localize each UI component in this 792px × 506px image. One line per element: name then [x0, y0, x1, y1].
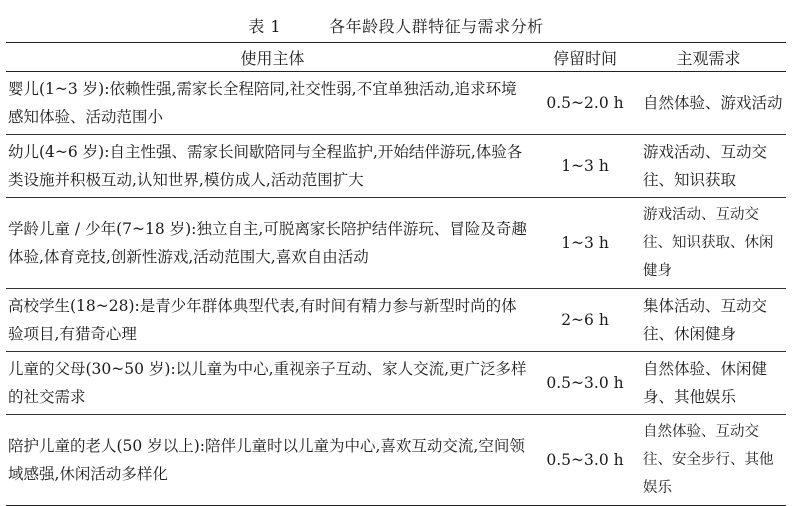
table-caption	[0, 14, 792, 37]
cell-need: 自然体验、游戏活动	[631, 72, 786, 135]
cell-subject: 幼儿(4~6 岁):自主性强、需家长间歇陪同与全程监护,开始结伴游玩,体验各类设施并积极互动,认知世界,模仿成人,活动范围扩大	[6, 135, 539, 198]
table-row	[6, 415, 786, 506]
cell-subject: 儿童的父母(30~50 岁):以儿童为中心,重视亲子互动、家人交流,更广泛多样的社交需求	[6, 352, 539, 415]
table-row	[6, 198, 786, 289]
cell-stay-time: 0.5~3.0 h	[539, 415, 631, 506]
table-number: 表 1	[248, 17, 282, 36]
cell-subject: 婴儿(1~3 岁):依赖性强,需家长全程陪同,社交性弱,不宜单独活动,追求环境感知体验、活动范围小	[6, 72, 539, 135]
header-subject: 使用主体	[6, 43, 539, 72]
table-row	[6, 72, 786, 135]
cell-stay-time: 1~3 h	[539, 135, 631, 198]
cell-subject: 陪护儿童的老人(50 岁以上):陪伴儿童时以儿童为中心,喜欢互动交流,空间领域感强,休闲活动多样化	[6, 415, 539, 506]
cell-stay-time: 1~3 h	[539, 198, 631, 289]
cell-need: 游戏活动、互动交往、知识获取、休闲健身	[631, 198, 786, 289]
table-row	[6, 289, 786, 352]
table-title: 各年龄段人群特征与需求分析	[329, 17, 544, 36]
header-need: 主观需求	[631, 43, 786, 72]
cell-need: 游戏活动、互动交往、知识获取	[631, 135, 786, 198]
characteristics-table	[6, 42, 786, 506]
table-header-row	[6, 43, 786, 72]
header-stay-time: 停留时间	[539, 43, 631, 72]
cell-need: 集体活动、互动交往、休闲健身	[631, 289, 786, 352]
cell-stay-time: 0.5~2.0 h	[539, 72, 631, 135]
cell-need: 自然体验、休闲健身、其他娱乐	[631, 352, 786, 415]
cell-need: 自然体验、互动交往、安全步行、其他娱乐	[631, 415, 786, 506]
cell-subject: 高校学生(18~28):是青少年群体典型代表,有时间有精力参与新型时尚的体验项目,有猎奇心理	[6, 289, 539, 352]
cell-subject: 学龄儿童 / 少年(7~18 岁):独立自主,可脱离家长陪护结伴游玩、冒险及奇趣体验,体育竞技,创新性游戏,活动范围大,喜欢自由活动	[6, 198, 539, 289]
table-row	[6, 352, 786, 415]
table-row	[6, 135, 786, 198]
cell-stay-time: 2~6 h	[539, 289, 631, 352]
cell-stay-time: 0.5~3.0 h	[539, 352, 631, 415]
